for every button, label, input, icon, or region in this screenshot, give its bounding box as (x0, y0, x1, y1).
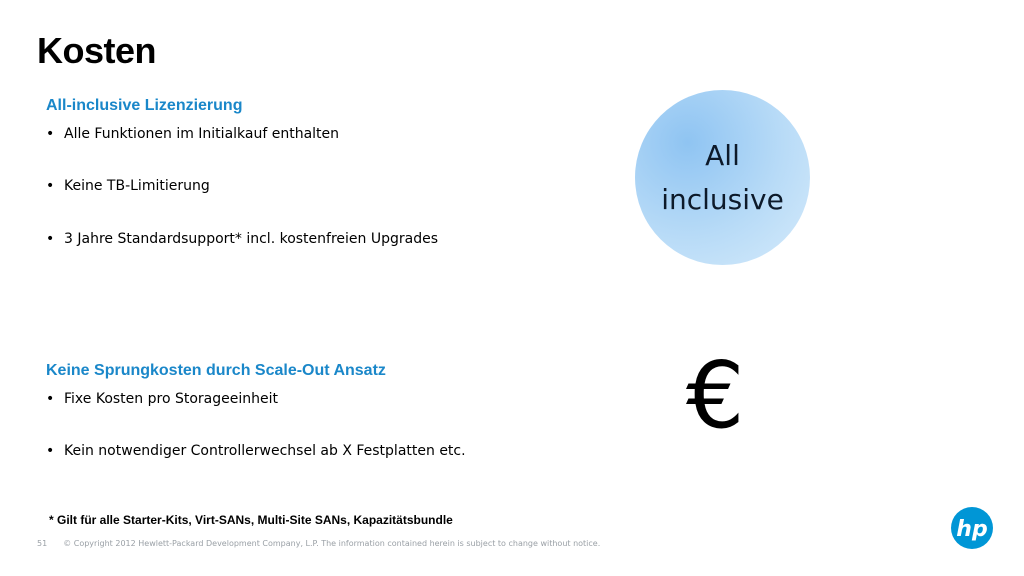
bullet-item (46, 443, 466, 459)
bullet-dot: • (46, 178, 55, 194)
bullet-item (46, 126, 339, 142)
bullet-dot: • (46, 391, 55, 407)
euro-symbol: € (686, 342, 745, 449)
bullet-item (46, 231, 438, 247)
page-number: 51 (37, 539, 48, 548)
bullet-text: 3 Jahre Standardsupport* incl. kostenfreien Upgrades (64, 231, 439, 247)
bullet-item (46, 178, 210, 194)
bullet-text: Kein notwendiger Controllerwechsel ab X Festplatten etc. (64, 443, 466, 459)
all-inclusive-badge (635, 90, 810, 265)
section-heading-scaleout: Keine Sprungkosten durch Scale-Out Ansatz (46, 362, 386, 379)
bullet-text: Keine TB-Limitierung (64, 178, 210, 194)
section-heading-licensing: All-inclusive Lizenzierung (46, 97, 243, 114)
badge-line-2: inclusive (661, 182, 784, 216)
bullet-text: Fixe Kosten pro Storageeinheit (64, 391, 278, 407)
bullet-dot: • (46, 126, 55, 142)
badge-line-1: All (705, 138, 740, 172)
hp-logo-text: hp (956, 517, 988, 542)
bullet-dot: • (46, 231, 55, 247)
footer (37, 539, 600, 548)
bullet-item (46, 391, 278, 407)
copyright-notice: © Copyright 2012 Hewlett-Packard Development Company, L.P. The information contained herein is subject to change without notice. (63, 539, 601, 548)
hp-logo-icon (950, 506, 994, 550)
bullet-text: Alle Funktionen im Initialkauf enthalten (64, 126, 340, 142)
bullet-dot: • (46, 443, 55, 459)
page-title: Kosten (37, 30, 157, 71)
footnote: * Gilt für alle Starter-Kits, Virt-SANs, Multi-Site SANs, Kapazitätsbundle (49, 513, 453, 527)
